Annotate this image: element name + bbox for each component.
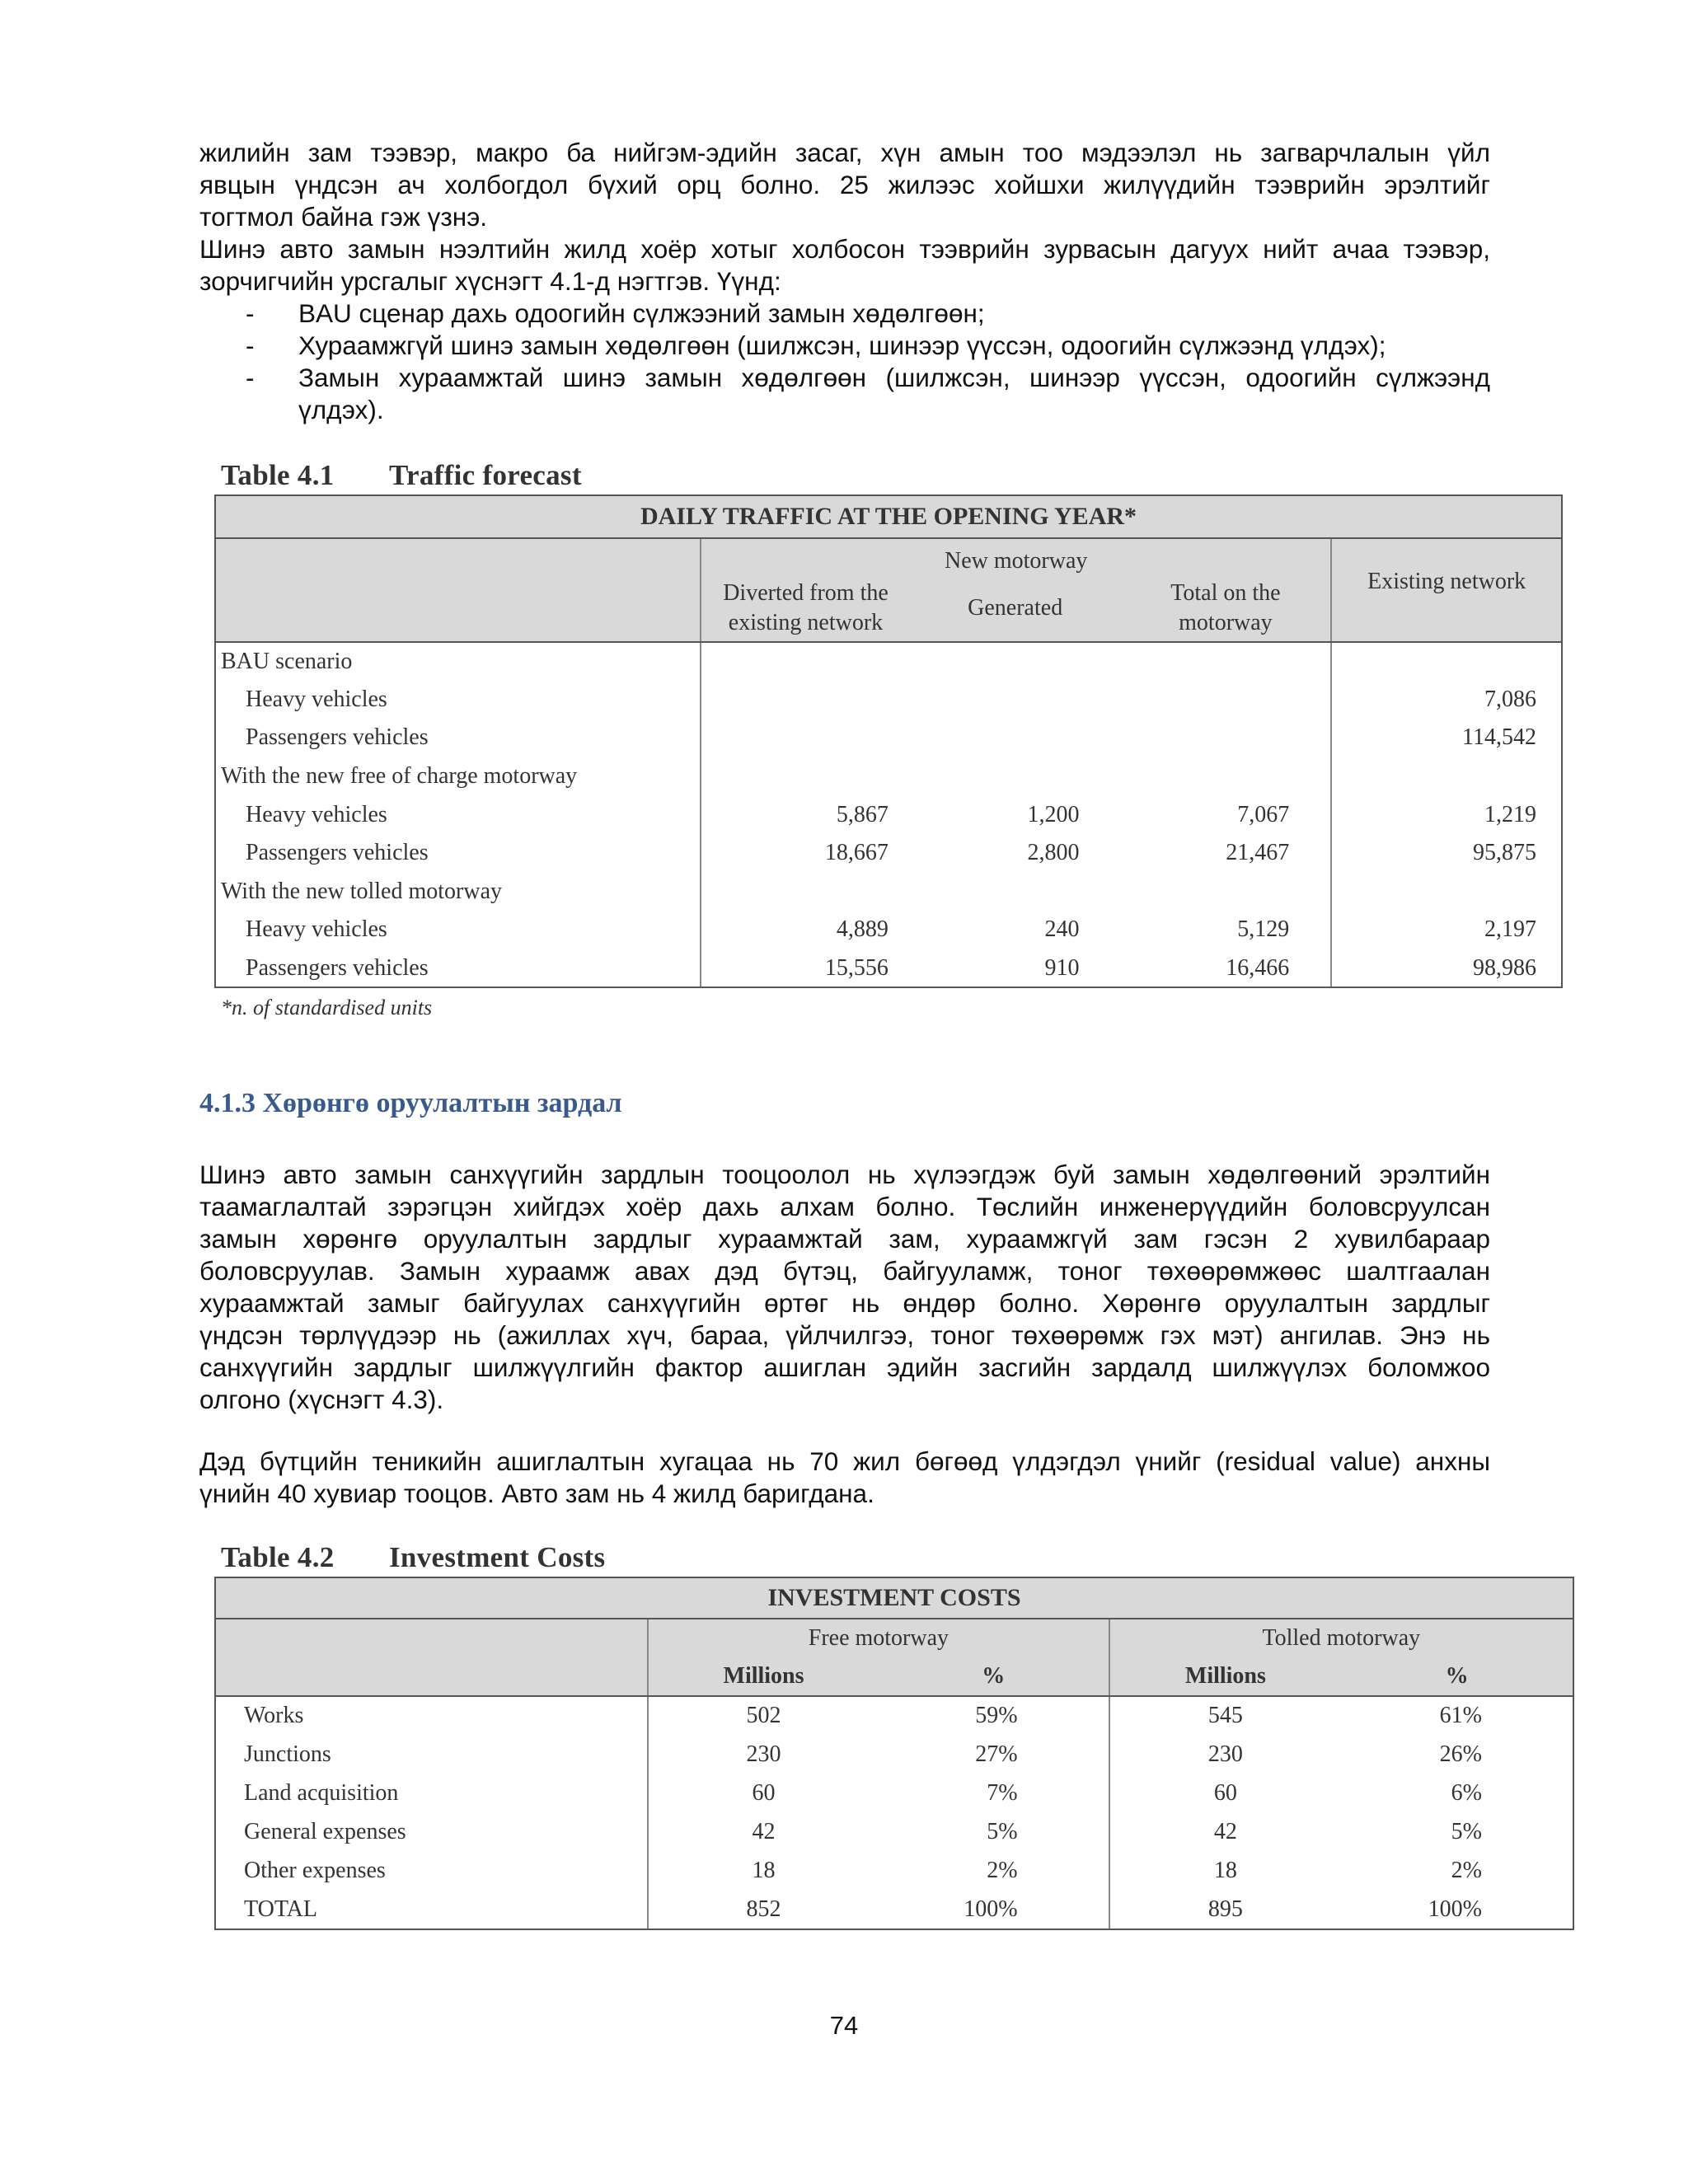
intro-line: Шинэ авто замын нээлтийн жилд хоёр хотыг холбосон тээврийн зурвасын дагуух нийт ачаа тээвэр, [199,234,1490,264]
cell-generated [910,681,1121,719]
row-label: Land acquisition [215,1774,648,1812]
cell-tolled-pct: 5% [1341,1813,1573,1852]
table-row [215,1735,1573,1774]
table-row [215,795,1562,834]
row-label: Works [215,1696,648,1735]
para-line: Дэд бүтцийн теникийн ашиглалтын хугацаа нь 70 жил бөгөөд үлдэгдэл үнийг (residual value) анхны [199,1446,1490,1476]
intro-bullet-list [199,298,1490,426]
table-row [215,1852,1573,1891]
cell-tolled-millions: 18 [1213,1858,1237,1884]
table1-col-diverted: Diverted from the existing network [701,574,910,642]
bullet-item: - Замын хураамжтай шинэ замын хөдөлгөөн (шилжсэн, шинээр үүссэн, одоогийн сүлжээнд үлдэх). [246,363,1490,424]
cell-generated: 910 [910,949,1121,988]
cell-tolled-pct: 100% [1341,1891,1573,1929]
table2-body [215,1696,1573,1929]
cell-free-millions: 230 [746,1741,781,1767]
table1-caption [221,459,582,492]
row-label: Heavy vehicles [215,911,701,949]
intro-line: зорчигчийн урсгалыг хүснэгт 4.1-д нэгтгэв. Үүнд: [199,266,781,296]
cell-existing: 95,875 [1331,834,1562,873]
cell-free-pct: 7% [879,1774,1109,1812]
cell-free-millions: 852 [648,1891,879,1929]
para-line: хураамжтай замыг байгуулах санхүүгийн өртөг нь өндөр болно. Хөрөнгө оруулалтын зардлыг [199,1288,1490,1318]
cell-free-millions: 42 [752,1819,776,1845]
cell-tolled-pct: 2% [1341,1852,1573,1891]
cell-existing: 7,086 [1331,681,1562,719]
para-line: боловсруулав. Замын хураамж авах дэд бүтэц, байгууламж, тоног төхөөрөмжөөс шалтгаалан [199,1256,1490,1286]
cell-generated: 2,800 [1027,840,1080,866]
table2-group-free: Free motorway [648,1619,1109,1657]
table-row [215,1696,1573,1735]
cell-free-pct: 5% [879,1813,1109,1852]
bullet-dash: - [246,363,255,392]
table1-corner-cell [215,538,701,642]
table-row [215,834,1562,873]
table1-footnote: *n. of standardised units [221,996,433,1019]
row-label: Passengers vehicles [215,719,701,757]
table2-corner-cell [215,1619,648,1696]
table2-col-tolled-pct: % [1341,1657,1573,1696]
cell-existing: 98,986 [1331,949,1562,988]
cell-existing: 114,542 [1331,719,1562,757]
cell-diverted: 4,889 [836,916,889,943]
section-title: With the new tolled motorway [215,873,701,912]
cell-diverted: 5,867 [836,801,889,827]
row-label: Junctions [215,1735,648,1774]
table2-caption-title: Investment Costs [389,1541,606,1573]
row-label: Heavy vehicles [215,795,701,834]
table2-header: INVESTMENT COSTS [215,1577,1573,1619]
table2-col-tolled-millions: Millions [1109,1657,1342,1696]
cell-generated [910,719,1121,757]
table1-col-existing: Existing network [1331,538,1562,642]
para-line: олгоно (хүснэгт 4.3). [199,1385,444,1414]
cell-free-millions: 60 [752,1779,776,1806]
table-row [215,949,1562,988]
table2-caption [221,1541,605,1574]
table-row [215,681,1562,719]
row-label: TOTAL [215,1891,648,1929]
row-label: Passengers vehicles [215,834,701,873]
intro-line: явцын үндсэн ач холбогдол бүхий орц болно. 25 жилээс хойшхи жилүүдийн тээврийн эрэлтийг [199,170,1490,199]
table-row [215,1774,1573,1812]
cell-diverted [701,719,910,757]
table-row [215,719,1562,757]
cell-total [1121,681,1332,719]
table2-col-free-millions: Millions [648,1657,879,1696]
section-title: BAU scenario [215,642,701,681]
bullet-item: - BAU сценар дахь одоогийн сүлжээний замын хөдөлгөөн; [246,298,985,328]
table2-col-free-pct: % [879,1657,1109,1696]
table1-caption-number: Table 4.1 [221,459,335,491]
cell-free-pct: 59% [879,1696,1109,1735]
bullet-dash: - [246,330,255,360]
bullet-item: - Хураамжгүй шинэ замын хөдөлгөөн (шилжсэн, шинээр үүссэн, одоогийн сүлжээнд үлдэх); [246,330,1386,360]
table1-body [215,642,1562,987]
row-label: General expenses [215,1813,648,1852]
table1-group-header: New motorway [945,548,1088,574]
para-line: Шинэ авто замын санхүүгийн зардлын тооцоолол нь хүлээгдэж буй замын хөдөлгөөний эрэлтийн [199,1160,1490,1189]
cell-tolled-millions: 42 [1213,1819,1237,1845]
cell-tolled-pct: 6% [1341,1774,1573,1812]
traffic-forecast-table [214,494,1563,988]
intro-paragraph [199,137,1490,298]
table-row [215,757,1562,796]
section-heading: 4.1.3 Хөрөнгө оруулалтын зардал [199,1088,622,1118]
cell-generated: 1,200 [1027,801,1080,827]
table-row [215,642,1562,681]
cell-free-millions: 502 [746,1703,781,1729]
cell-diverted [701,681,910,719]
table2-caption-number: Table 4.2 [221,1541,335,1573]
cell-generated: 240 [1044,916,1080,943]
row-label: Passengers vehicles [215,949,701,988]
table-row [215,1813,1573,1852]
table2-group-tolled: Tolled motorway [1109,1619,1573,1657]
cell-total: 7,067 [1237,801,1290,827]
intro-line: тогтмол байна гэж үзнэ. [199,202,488,232]
table1-caption-title: Traffic forecast [389,459,582,491]
cell-free-pct: 27% [879,1735,1109,1774]
para-line: санхүүгийн зардлыг шилжүүлгийн фактор ашиглан эдийн засгийн зардалд шилжүүлэх боломжоо [199,1352,1490,1382]
cell-free-millions: 18 [752,1858,776,1884]
cell-diverted: 15,556 [701,949,910,988]
cell-tolled-pct: 26% [1341,1735,1573,1774]
lifetime-paragraph [199,1446,1490,1510]
para-line: үндсэн төрлүүдээр нь (ажиллах хүч, бараа, үйлчилгээ, тоног төхөөрөмж гэх мэт) ангилав. Энэ нь [199,1320,1490,1350]
cell-total: 16,466 [1121,949,1332,988]
page-number: 74 [829,2011,859,2040]
cell-existing: 2,197 [1331,911,1562,949]
cell-tolled-pct: 61% [1341,1696,1573,1735]
cell-total: 21,467 [1226,840,1290,866]
cell-existing: 1,219 [1331,795,1562,834]
table1-col-total: Total on the motorway [1121,574,1332,642]
para-line: үнийн 40 хувиар тооцов. Авто зам нь 4 жилд баригдана. [199,1479,874,1508]
cell-free-pct: 100% [879,1891,1109,1929]
cell-tolled-millions: 230 [1207,1741,1243,1767]
cell-tolled-millions: 60 [1213,1779,1237,1806]
cell-total [1121,719,1332,757]
table-row [215,911,1562,949]
table-row [215,873,1562,912]
cell-diverted: 18,667 [824,840,889,866]
para-line: замын хөрөнгө оруулалтын зардлыг хураамжтай зам, хураамжгүй зам гэсэн 2 хувилбараар [199,1224,1490,1254]
row-label: Heavy vehicles [215,681,701,719]
para-line: таамаглалтай зэрэгцэн хийгдэх хоёр дахь алхам болно. Төслийн инженерүүдийн боловсруулсан [199,1192,1490,1221]
investment-costs-table [214,1577,1574,1930]
table-row [215,1891,1573,1929]
cell-tolled-millions: 895 [1109,1891,1342,1929]
cell-tolled-millions: 545 [1207,1703,1243,1729]
row-label: Other expenses [215,1852,648,1891]
table1-header: DAILY TRAFFIC AT THE OPENING YEAR* [215,495,1562,538]
section-title: With the new free of charge motorway [215,757,701,796]
bullet-dash: - [246,298,255,328]
intro-line: жилийн зам тээвэр, макро ба нийгэм-эдийн засаг, хүн амын тоо мэдээлэл нь загварчлалын үйл [199,138,1490,167]
cell-total: 5,129 [1237,916,1290,943]
investment-paragraph [199,1159,1490,1416]
table1-col-generated: Generated [910,574,1121,642]
cell-free-pct: 2% [879,1852,1109,1891]
